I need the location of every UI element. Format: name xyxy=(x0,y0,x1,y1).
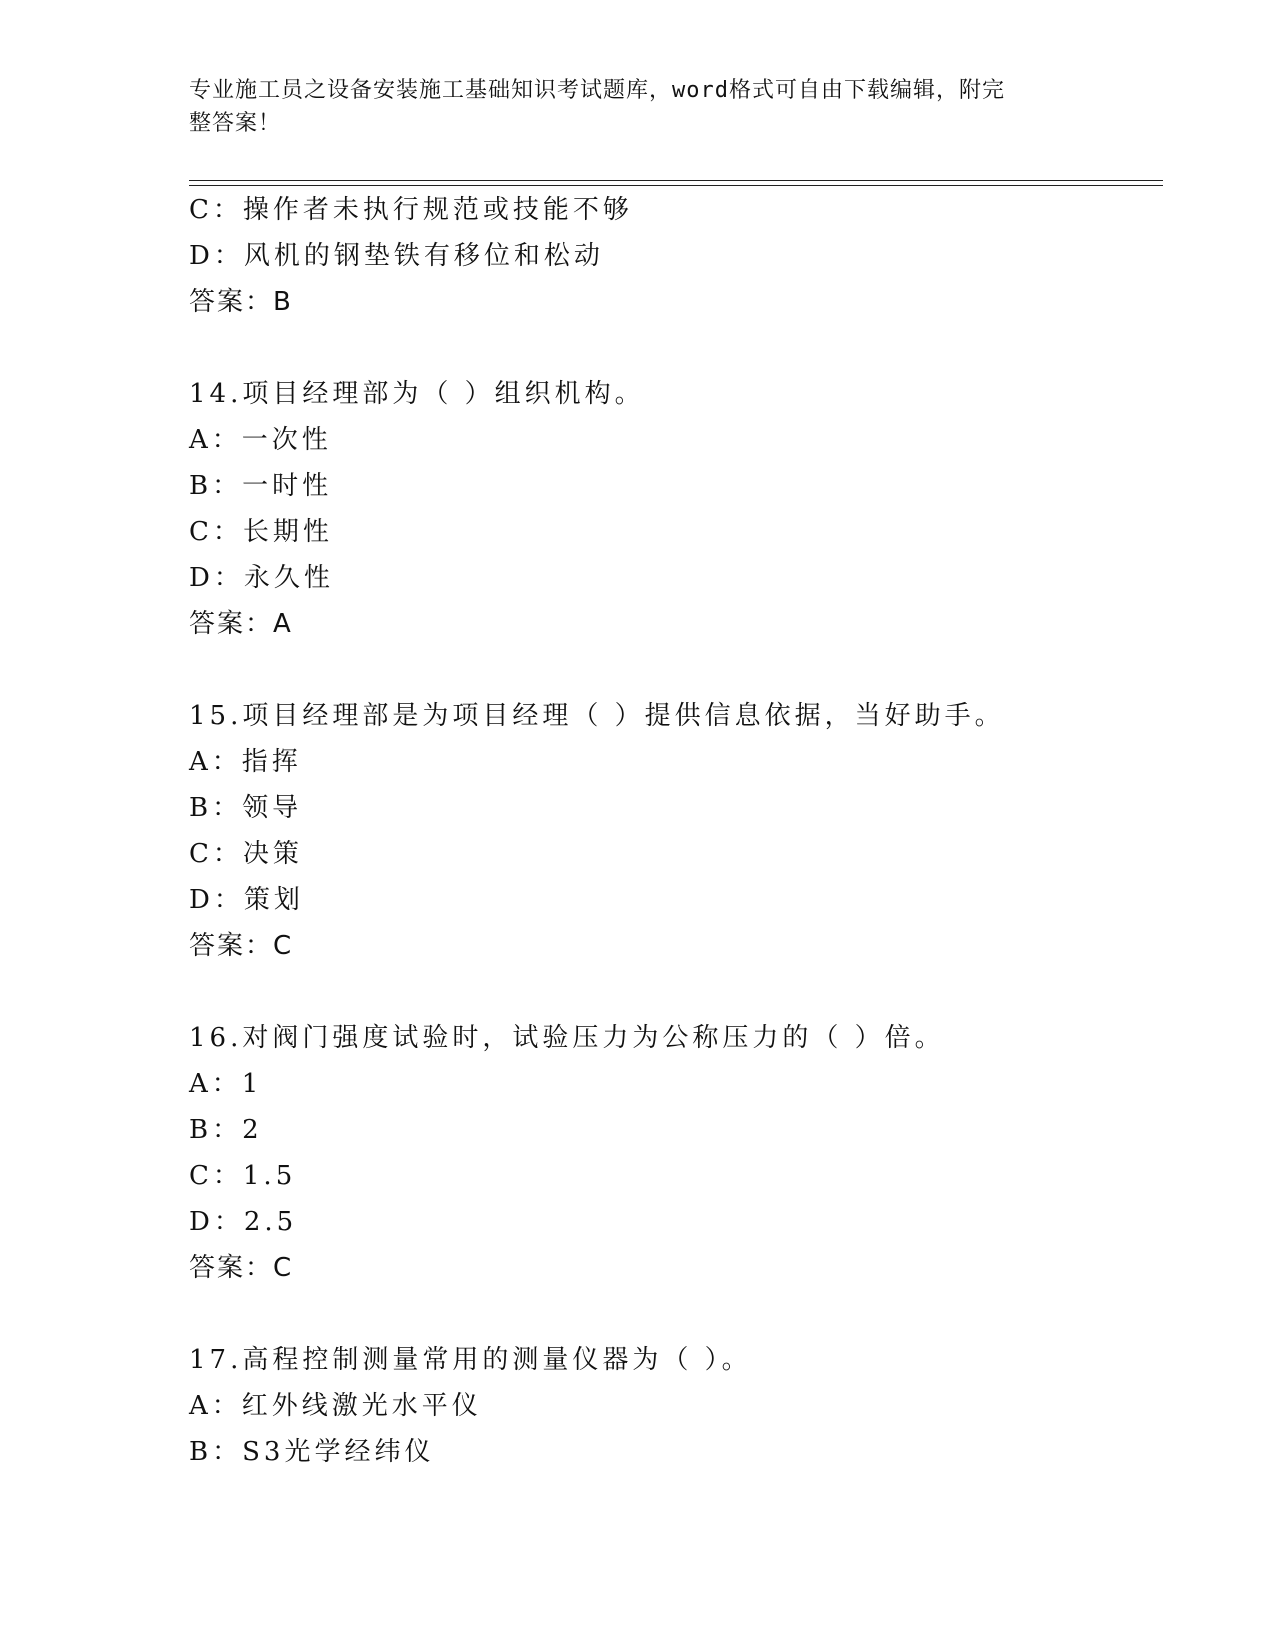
answer-line: 答案：A xyxy=(189,609,293,639)
question-17 xyxy=(189,1337,1169,1475)
question-16 xyxy=(189,1015,1169,1291)
option-c: C：决策 xyxy=(189,839,303,869)
option-c: C：长期性 xyxy=(189,517,333,547)
spacer xyxy=(189,969,1169,1015)
option-d: D：2.5 xyxy=(189,1207,298,1237)
question-13-continued xyxy=(189,187,1169,325)
spacer xyxy=(189,647,1169,693)
question-stem: 16.对阀门强度试验时，试验压力为公称压力的（ ）倍。 xyxy=(189,1023,945,1053)
header-divider-bottom xyxy=(189,185,1163,186)
option-a: A：红外线激光水平仪 xyxy=(189,1391,482,1421)
option-a: A：指挥 xyxy=(189,747,302,777)
answer-line: 答案：C xyxy=(189,1253,294,1283)
spacer xyxy=(189,325,1169,371)
header-line-1: 专业施工员之设备安装施工基础知识考试题库，word格式可自由下载编辑，附完 xyxy=(189,78,1005,103)
option-d: D：永久性 xyxy=(189,563,334,593)
option-b: B：S3光学经纬仪 xyxy=(189,1437,435,1467)
answer-line: 答案：B xyxy=(189,287,293,317)
spacer xyxy=(189,1291,1169,1337)
option-d: D：风机的钢垫铁有移位和松动 xyxy=(189,241,604,271)
question-14 xyxy=(189,371,1169,647)
option-a: A：1 xyxy=(189,1069,263,1099)
question-stem: 17.高程控制测量常用的测量仪器为（ ）。 xyxy=(189,1345,752,1375)
option-d: D：策划 xyxy=(189,885,304,915)
option-b: B：一时性 xyxy=(189,471,333,501)
document-header xyxy=(189,74,1089,140)
option-a: A：一次性 xyxy=(189,425,332,455)
header-divider-top xyxy=(189,180,1163,181)
question-15 xyxy=(189,693,1169,969)
question-stem: 15.项目经理部是为项目经理（ ）提供信息依据，当好助手。 xyxy=(189,701,1005,731)
answer-line: 答案：C xyxy=(189,931,294,961)
option-b: B：领导 xyxy=(189,793,303,823)
option-c: C：操作者未执行规范或技能不够 xyxy=(189,195,633,225)
option-b: B：2 xyxy=(189,1115,263,1145)
header-line-2: 整答案！ xyxy=(189,111,282,136)
question-stem: 14.项目经理部为（ ）组织机构。 xyxy=(189,379,645,409)
option-c: C：1.5 xyxy=(189,1161,297,1191)
question-list xyxy=(189,187,1169,1475)
